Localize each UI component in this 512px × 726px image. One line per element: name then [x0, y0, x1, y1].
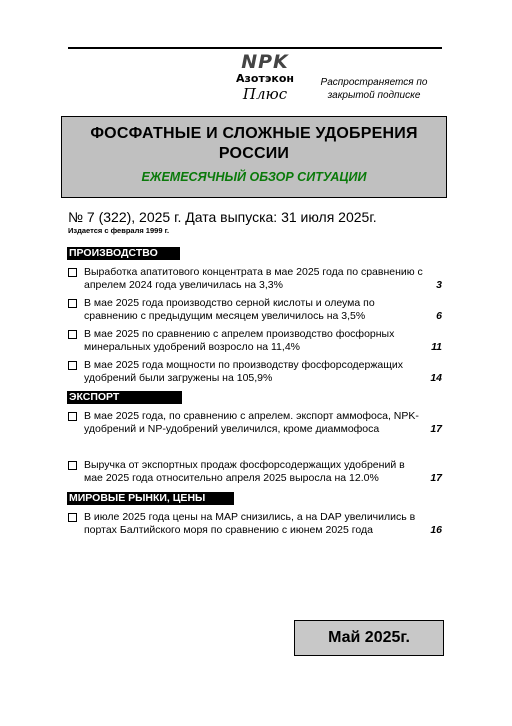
toc-item-text: Выручка от экспортных продаж фосфорсодержащих удобрений в мае 2025 года относительно апреля 2025 выросла на 12.0% — [84, 459, 405, 484]
publisher-logo — [220, 52, 310, 114]
toc-item[interactable] — [68, 266, 444, 292]
title-box — [61, 116, 447, 198]
section-heading-production: ПРОИЗВОДСТВО — [67, 247, 180, 260]
toc-item-text: В мае 2025 года производство серной кислоты и олеума по сравнению с предыдущим месяцем увеличилось на 3,5% — [84, 297, 375, 322]
report-title: ФОСФАТНЫЕ И СЛОЖНЫЕ УДОБРЕНИЯ РОССИИ — [90, 125, 418, 162]
checkbox-icon — [68, 299, 77, 308]
toc-item-text: Выработка апатитового концентрата в мае 2025 года по сравнению с апрелем 2024 года увеличилась на 3,3% — [84, 266, 423, 291]
top-rule — [68, 47, 442, 49]
published-since: Издается с февраля 1999 г. — [68, 226, 170, 235]
toc-item[interactable] — [68, 328, 444, 354]
checkbox-icon — [68, 461, 77, 470]
toc-page-number: 14 — [430, 372, 442, 384]
toc-page-number: 3 — [436, 279, 442, 291]
checkbox-icon — [68, 330, 77, 339]
section-heading-world-markets: МИРОВЫЕ РЫНКИ, ЦЕНЫ — [67, 492, 234, 505]
toc-item[interactable] — [68, 511, 444, 537]
checkbox-icon — [68, 361, 77, 370]
toc-item[interactable] — [68, 297, 444, 323]
toc-item[interactable] — [68, 410, 444, 436]
distribution-note: Распространяется по закрытой подписке — [320, 77, 428, 101]
toc-page-number: 6 — [436, 310, 442, 322]
logo-npk: NPK — [241, 51, 289, 73]
toc-item-text: В мае 2025 по сравнению с апрелем производство фосфорных минеральных удобрений возросло на 11,4% — [84, 328, 395, 353]
logo-azotekon: Азотэкон — [236, 72, 294, 85]
toc-item[interactable] — [68, 459, 444, 485]
checkbox-icon — [68, 268, 77, 277]
report-subtitle: ЕЖЕМЕСЯЧНЫЙ ОБЗОР СИТУАЦИИ — [141, 170, 367, 184]
checkbox-icon — [68, 513, 77, 522]
checkbox-icon — [68, 412, 77, 421]
issue-month-label: Май 2025г. — [294, 620, 444, 656]
toc-page-number: 17 — [430, 423, 442, 435]
toc-item[interactable] — [68, 359, 444, 385]
toc-page-number: 17 — [430, 472, 442, 484]
toc-item-text: В мае 2025 года мощности по производству фосфорсодержащих удобрений были загружены на 105,9% — [84, 359, 403, 384]
logo-plus: Плюс — [242, 85, 288, 103]
issue-line: № 7 (322), 2025 г. Дата выпуска: 31 июля 2025г. — [68, 209, 377, 225]
toc-item-text: В мае 2025 года, по сравнению с апрелем. экспорт аммофоса, NPK-удобрений и NP-удобрений увеличился, кроме диаммофоса — [84, 410, 419, 435]
toc-item-text: В июле 2025 года цены на MAP снизились, а на DAP увеличились в портах Балтийского моря по сравнению с июнем 2025 года — [84, 511, 416, 536]
section-heading-export: ЭКСПОРТ — [67, 391, 182, 404]
toc-page-number: 11 — [431, 341, 442, 353]
toc-page-number: 16 — [430, 524, 442, 536]
